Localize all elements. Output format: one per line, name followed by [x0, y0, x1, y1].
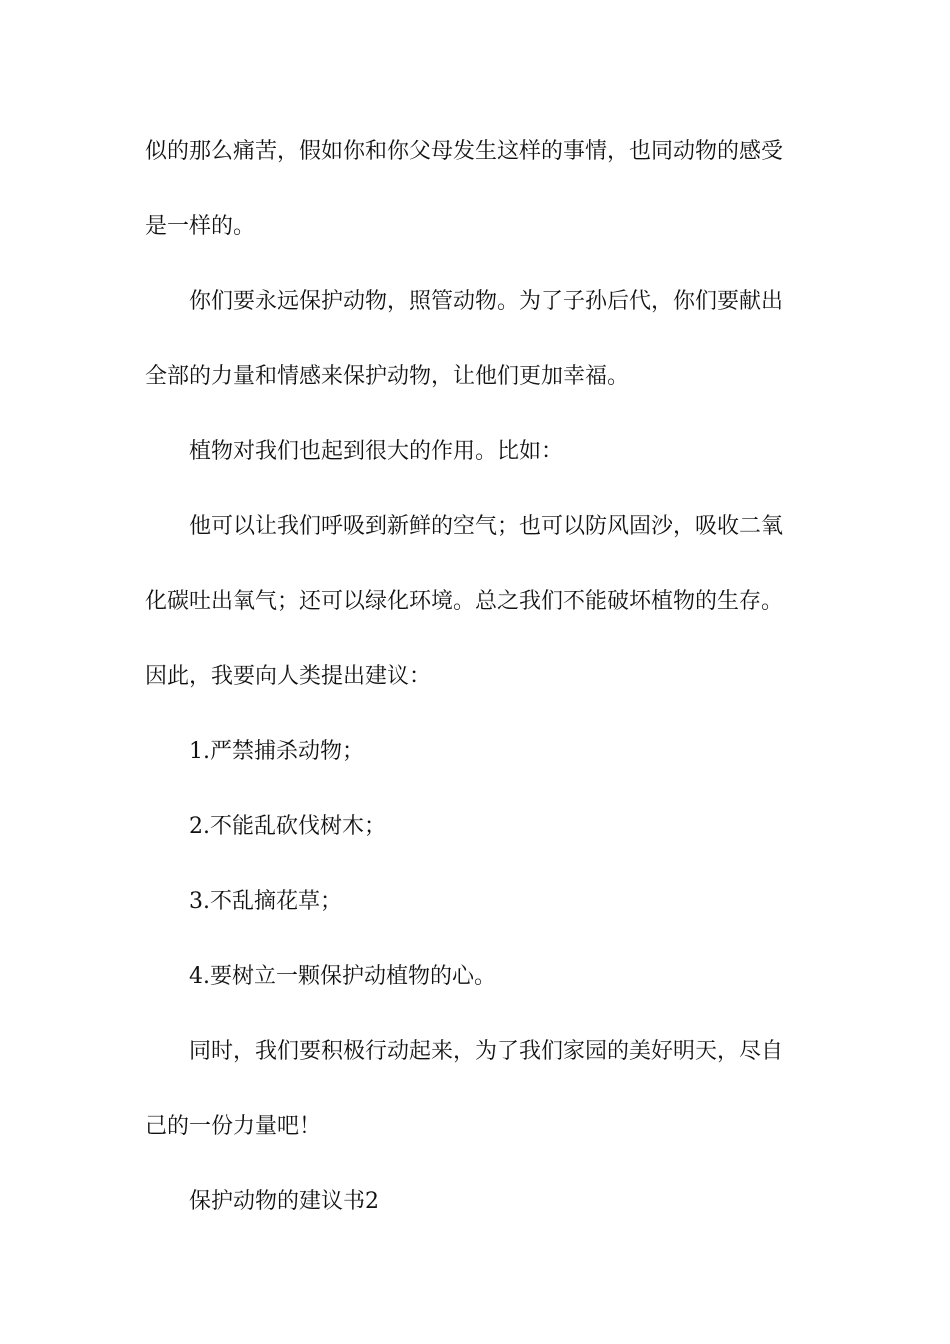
paragraph-line: 你们要永远保护动物，照管动物。为了子孙后代，你们要献出 [189, 289, 784, 314]
paragraph-line: 他可以让我们呼吸到新鲜的空气；也可以防风固沙，吸收二氧 [189, 514, 784, 539]
paragraph-line: 化碳吐出氧气；还可以绿化环境。总之我们不能破坏植物的生存。 [145, 589, 784, 614]
paragraph-line: 植物对我们也起到很大的作用。比如： [189, 439, 564, 464]
paragraph-line: 因此，我要向人类提出建议： [145, 664, 432, 689]
paragraph-line: 似的那么痛苦，假如你和你父母发生这样的事情，也同动物的感受 [145, 139, 784, 164]
list-item: 1.严禁捕杀动物； [189, 739, 364, 764]
paragraph-line: 全部的力量和情感来保护动物，让他们更加幸福。 [145, 364, 630, 389]
paragraph-line: 同时，我们要积极行动起来，为了我们家园的美好明天，尽自 [189, 1039, 784, 1064]
list-item: 3.不乱摘花草； [189, 889, 342, 914]
section-heading: 保护动物的建议书2 [189, 1189, 379, 1214]
paragraph-line: 己的一份力量吧！ [145, 1114, 322, 1139]
paragraph-line: 是一样的。 [145, 214, 256, 239]
list-item: 4.要树立一颗保护动植物的心。 [189, 964, 496, 989]
list-item: 2.不能乱砍伐树木； [189, 814, 386, 839]
